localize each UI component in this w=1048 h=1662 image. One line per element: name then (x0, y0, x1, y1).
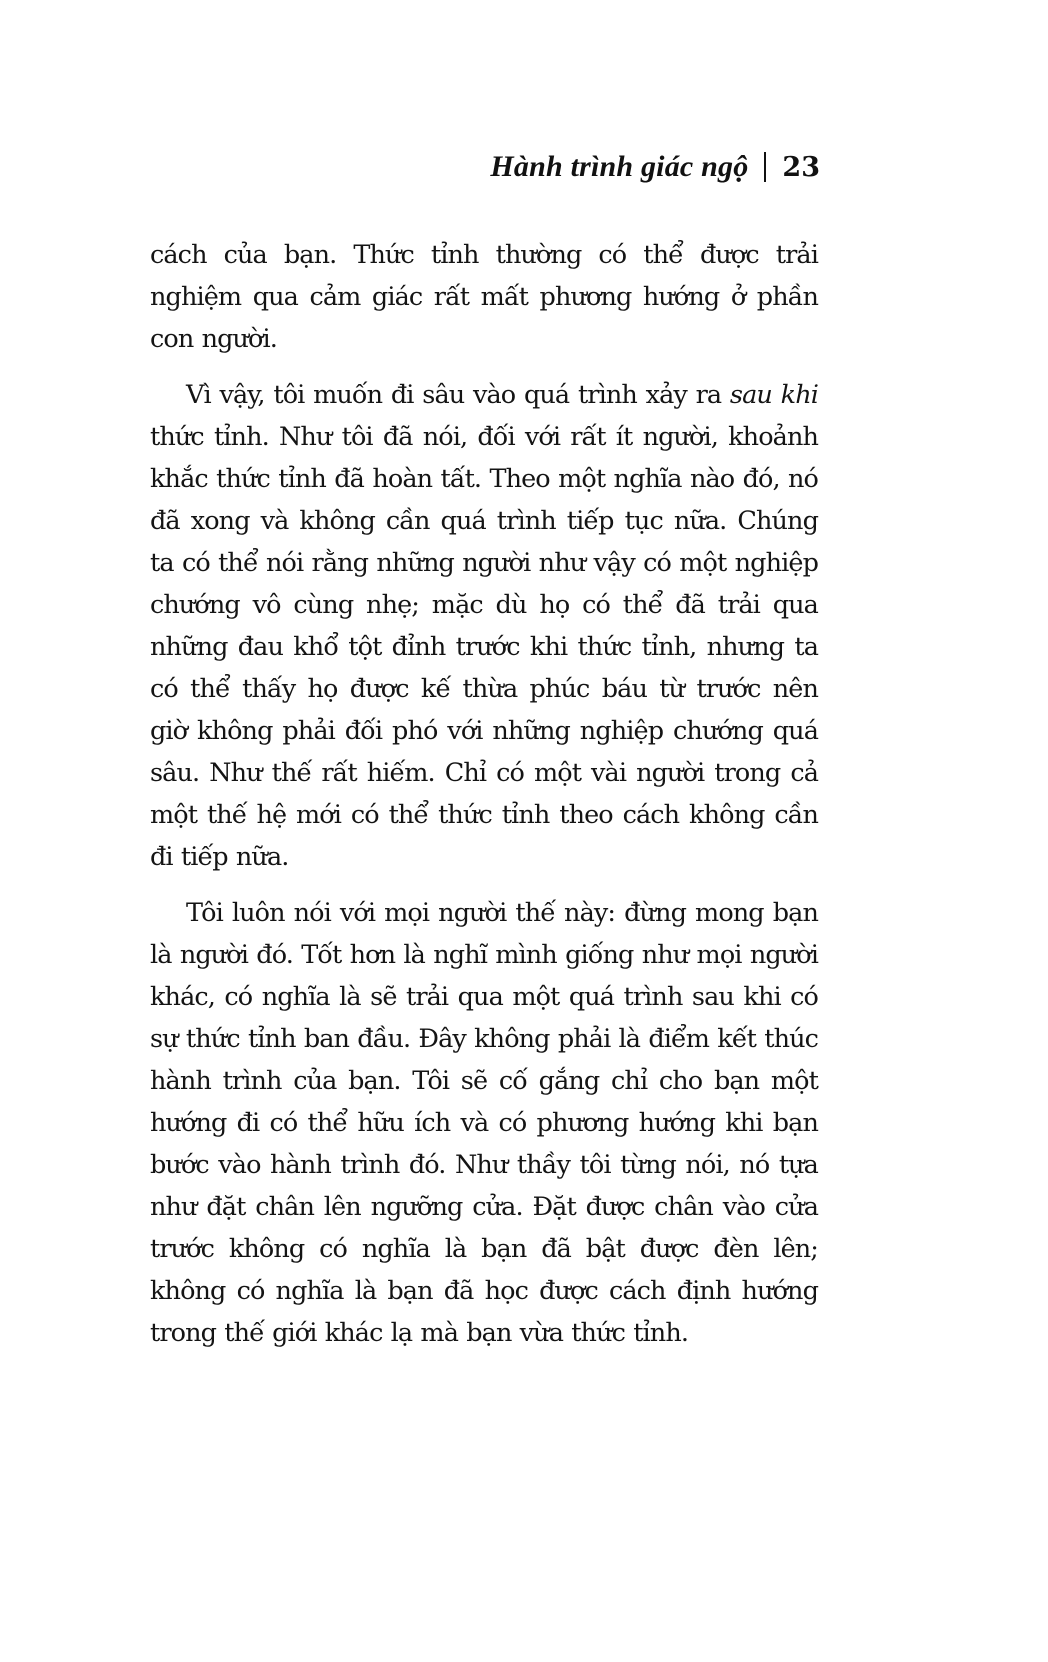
body-text (150, 234, 818, 1368)
paragraph-text: cách của bạn. Thức tỉnh thường có thể được trải nghiệm qua cảm giác rất mất phương hướng ở phần con người. (150, 240, 818, 354)
paragraph-text: thức tỉnh. Như tôi đã nói, đối với rất ít người, khoảnh khắc thức tỉnh đã hoàn tất. Theo một nghĩa nào đó, nó đã xong và không cần quá trình tiếp tục nữa. Chúng ta có thể nói rằng những người như vậy có một nghiệp chướng vô cùng nhẹ; mặc dù họ có thể đã trải qua những đau khổ tột đỉnh trước khi thức tỉnh, nhưng ta có thể thấy họ được kế thừa phúc báu từ trước nên giờ không phải đối phó với những nghiệp chướng quá sâu. Như thế rất hiếm. Chỉ có một vài người trong cả một thế hệ mới có thể thức tỉnh theo cách không cần đi tiếp nữa. (150, 422, 818, 872)
paragraph-text: Vì vậy, tôi muốn đi sâu vào quá trình xảy ra (186, 380, 730, 410)
paragraph-2 (150, 374, 818, 878)
running-header (490, 150, 820, 184)
paragraph-1 (150, 234, 818, 360)
header-divider (764, 152, 766, 182)
paragraph-text: Tôi luôn nói với mọi người thế này: đừng mong bạn là người đó. Tốt hơn là nghĩ mình giống như mọi người khác, có nghĩa là sẽ trải qua một quá trình sau khi có sự thức tỉnh ban đầu. Đây không phải là điểm kết thúc hành trình của bạn. Tôi sẽ cố gắng chỉ cho bạn một hướng đi có thể hữu ích và có phương hướng khi bạn bước vào hành trình đó. Như thầy tôi từng nói, nó tựa như đặt chân lên ngưỡng cửa. Đặt được chân vào cửa trước không có nghĩa là bạn đã bật được đèn lên; không có nghĩa là bạn đã học được cách định hướng trong thế giới khác lạ mà bạn vừa thức tỉnh. (150, 898, 818, 1348)
emphasis-text: sau khi (729, 380, 818, 410)
page-number: 23 (782, 151, 820, 183)
paragraph-3 (150, 892, 818, 1354)
chapter-title: Hành trình giác ngộ (490, 150, 749, 183)
